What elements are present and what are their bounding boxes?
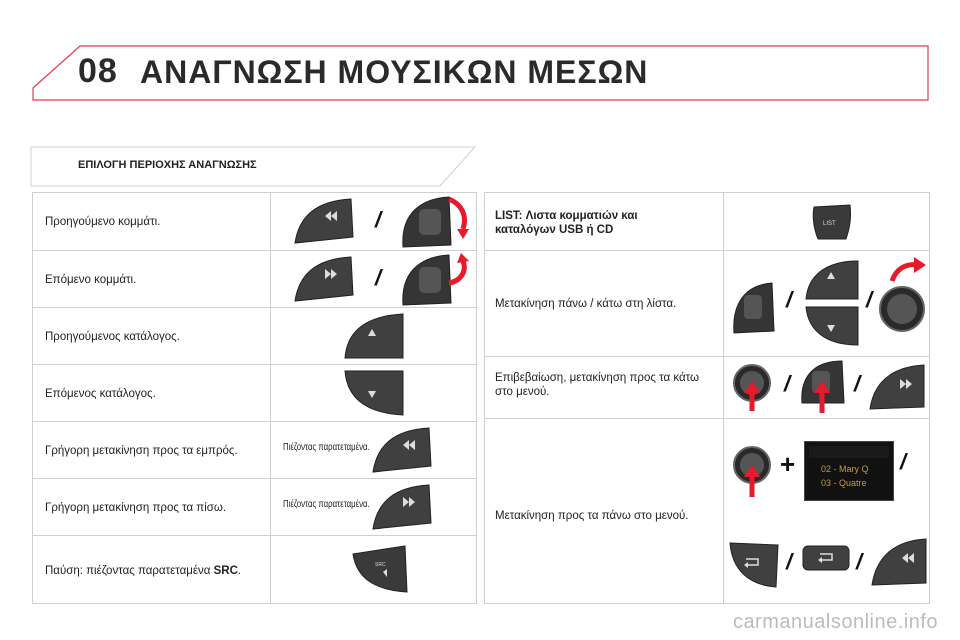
row-text: Επόμενος κατάλογος.	[45, 388, 156, 400]
or-separator: /	[786, 287, 793, 312]
button-cell	[270, 251, 477, 308]
up-arrow-icon	[341, 312, 407, 360]
table-row	[33, 535, 476, 603]
row-text: Μετακίνηση πάνω / κάτω στη λίστα.	[495, 298, 677, 310]
row-text	[495, 371, 699, 399]
or-separator: /	[784, 371, 791, 396]
button-cell	[270, 365, 477, 422]
or-separator: /	[900, 449, 907, 474]
chapter-number: 08	[78, 52, 118, 90]
right-table	[484, 192, 930, 604]
table-row	[33, 421, 476, 479]
down-arrow-icon	[341, 369, 407, 417]
row-text-line1: LIST: Λιστα κομματιών και	[495, 210, 638, 222]
rewind-icon	[369, 426, 435, 474]
or-separator: /	[375, 265, 382, 290]
row-text: Γρήγορη μετακίνηση προς τα εμπρός.	[45, 445, 238, 457]
or-separator: /	[866, 287, 873, 312]
or-separator: /	[854, 371, 861, 396]
page-title: ΑΝΑΓΝΩΣΗ ΜΟΥΣΙΚΩΝ ΜΕΣΩΝ	[140, 54, 649, 90]
button-cell	[723, 419, 930, 603]
rewind-icon	[291, 197, 357, 245]
return-icon	[728, 541, 780, 589]
section-subtitle: ΕΠΙΛΟΓΗ ΠΕΡΙΟΧΗΣ ΑΝΑΓΝΩΣΗΣ	[78, 159, 257, 171]
src-mute-icon	[347, 544, 413, 594]
row-text-line1: Επιβεβαίωση, μετακίνηση προς τα κάτω	[495, 372, 699, 384]
table-row	[485, 250, 929, 357]
button-cell	[723, 193, 930, 250]
row-text: Γρήγορη μετακίνηση προς τα πίσω.	[45, 502, 227, 514]
table-row	[485, 356, 929, 419]
row-text	[45, 564, 241, 578]
or-separator: /	[856, 549, 863, 574]
rotary-knob-icon	[878, 255, 930, 341]
or-separator: /	[786, 549, 793, 574]
src-label: SRC	[213, 565, 238, 577]
row-text: Μετακίνηση προς τα πάνω στο μενού.	[495, 510, 689, 522]
button-cell	[270, 479, 477, 536]
row-text: Προηγούμενο κομμάτι.	[45, 216, 161, 228]
src-button-text: SRC	[375, 562, 386, 568]
table-row	[33, 193, 476, 250]
steering-control-forward-icon	[397, 253, 473, 307]
fast-forward-icon	[369, 483, 435, 531]
button-cell	[270, 193, 477, 250]
or-separator: /	[375, 207, 382, 232]
table-row	[485, 193, 929, 250]
row-text-main: Παύση: πιέζοντας παρατεταμένα	[45, 565, 214, 577]
row-text-line2: στο μενού.	[495, 386, 550, 398]
row-text	[495, 209, 638, 237]
button-cell	[723, 357, 930, 419]
display-header	[809, 446, 889, 458]
steering-control-press-icon	[798, 359, 848, 417]
table-row	[33, 478, 476, 536]
steering-control-icon	[730, 281, 776, 335]
left-table	[32, 192, 477, 604]
table-row	[33, 250, 476, 308]
row-text-line2: καταλόγων USB ή CD	[495, 224, 614, 236]
display-track-1: 02 - Mary Q	[821, 464, 869, 474]
button-cell	[723, 251, 930, 357]
rewind-icon	[870, 537, 928, 587]
display-track-2: 03 - Quatre	[821, 478, 867, 488]
table-row	[485, 418, 929, 603]
list-button-label: LIST	[823, 221, 836, 227]
rotary-knob-press-icon	[730, 361, 774, 417]
row-text: Επόμενο κομμάτι.	[45, 274, 137, 286]
list-button-icon	[810, 203, 854, 241]
fast-forward-icon	[868, 363, 926, 411]
fast-forward-icon	[291, 255, 357, 303]
long-press-note: Πιέζοντας παρατεταμένα.	[283, 442, 370, 453]
rotary-knob-press-icon	[730, 443, 774, 501]
button-cell	[270, 422, 477, 479]
steering-control-rewind-icon	[397, 195, 473, 249]
watermark: carmanualsonline.info	[732, 611, 938, 633]
plus-separator: +	[780, 449, 796, 479]
return-icon	[802, 545, 850, 571]
button-cell	[270, 536, 477, 603]
table-row	[33, 364, 476, 422]
up-arrow-icon	[804, 259, 860, 301]
row-text: Προηγούμενος κατάλογος.	[45, 331, 180, 343]
down-arrow-icon	[804, 305, 860, 347]
long-press-note: Πιέζοντας παρατεταμένα.	[283, 499, 370, 510]
button-cell	[270, 308, 477, 365]
table-row	[33, 307, 476, 365]
display-screen	[804, 441, 894, 501]
row-text-tail: .	[237, 565, 242, 577]
